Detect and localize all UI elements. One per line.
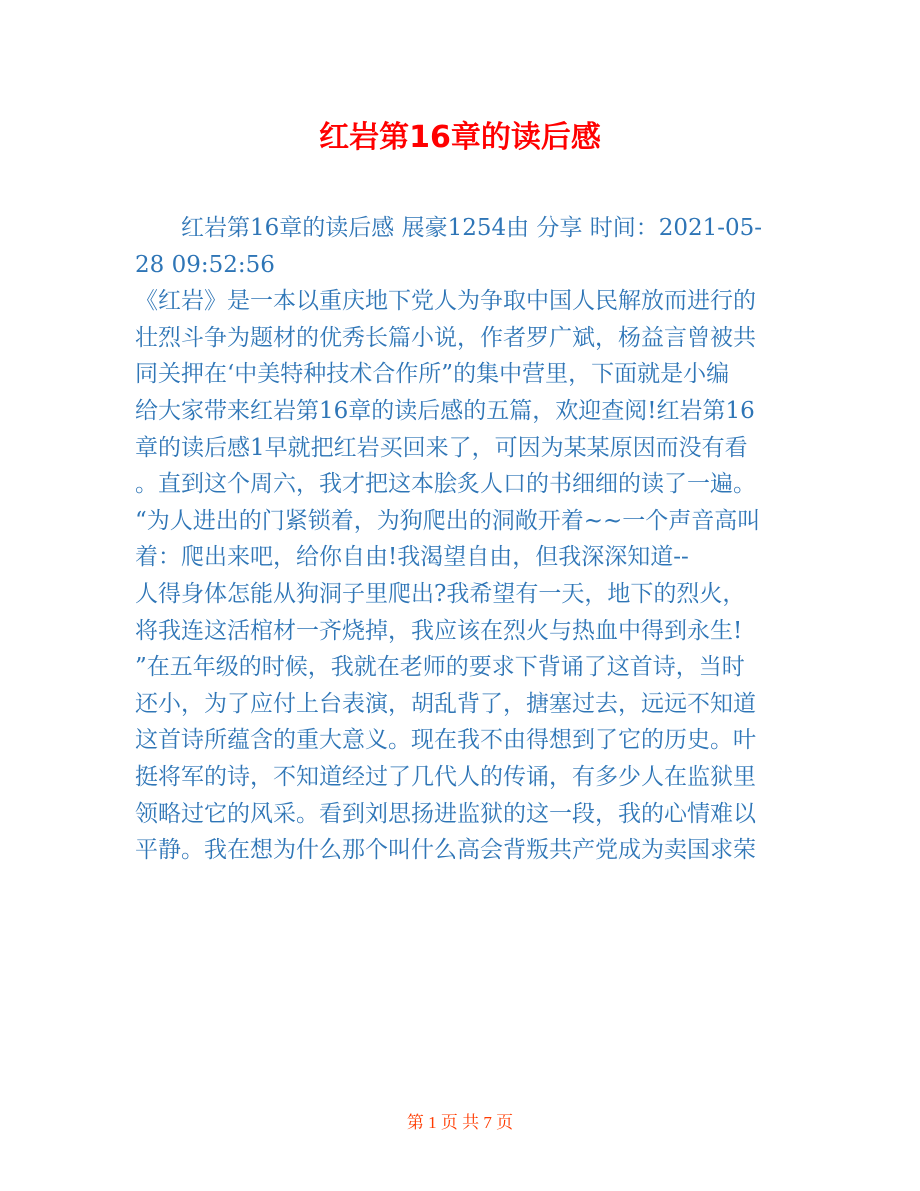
document-body [135, 210, 787, 869]
body-line: 28 09:52:56 [135, 251, 275, 278]
body-line: 红岩第16章的读后感 展豪1254由 分享 时间：2021-05- [181, 215, 763, 241]
body-line: 还小，为了应付上台表演，胡乱背了，搪塞过去，远远不知道 [135, 690, 756, 717]
document-title: 红岩第16章的读后感 [319, 120, 601, 155]
body-line: “为人进出的门紧锁着，为狗爬出的洞敞开着~~一个声音高叫 [135, 507, 761, 534]
body-line: 人得身体怎能从狗洞子里爬出?我希望有一天，地下的烈火， [135, 580, 746, 607]
body-line: 将我连这活棺材一齐烧掉，我应该在烈火与热血中得到永生! [135, 617, 743, 644]
body-line: 平静。我在想为什么那个叫什么高会背叛共产党成为卖国求荣 [135, 837, 756, 864]
body-line: 这首诗所蕴含的重大意义。现在我不由得想到了它的历史。叶 [135, 727, 756, 754]
page-footer: 第 1 页 共 7 页 [406, 1113, 514, 1132]
body-line: 领略过它的风采。看到刘思扬进监狱的这一段，我的心情难以 [135, 800, 756, 827]
body-line: ”在五年级的时候，我就在老师的要求下背诵了这首诗，当时 [135, 654, 745, 681]
body-line: 《红岩》是一本以重庆地下党人为争取中国人民解放而进行的 [135, 288, 756, 315]
body-line: 挺将军的诗，不知道经过了几代人的传诵，有多少人在监狱里 [135, 763, 756, 790]
body-line: 章的读后感1早就把红岩买回来了，可因为某某原因而没有看 [135, 434, 748, 461]
body-line: 同关押在‘中美特种技术合作所”的集中营里，下面就是小编 [135, 361, 730, 388]
body-line: 。直到这个周六，我才把这本脍炙人口的书细细的读了一遍。 [135, 471, 756, 498]
body-line: 给大家带来红岩第16章的读后感的五篇，欢迎查阅!红岩第16 [135, 397, 755, 424]
body-line: 壮烈斗争为题材的优秀长篇小说，作者罗广斌，杨益言曾被共 [135, 324, 756, 351]
body-line: 着：爬出来吧，给你自由!我渴望自由，但我深深知道-- [135, 544, 689, 571]
